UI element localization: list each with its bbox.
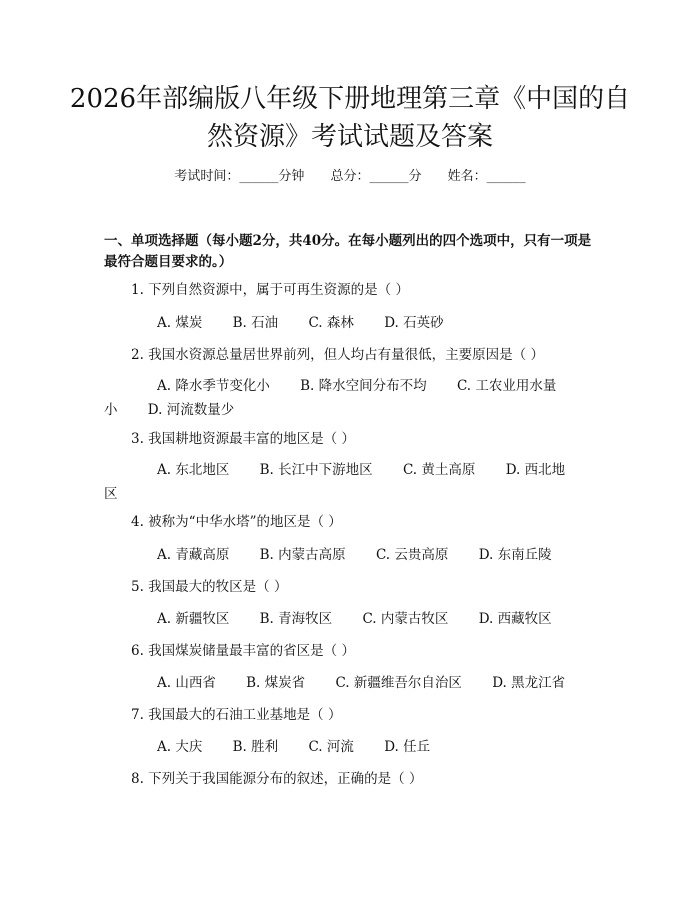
question-1: 1. 下列自然资源中，属于可再生资源的是（ ） bbox=[131, 282, 409, 298]
option-b: B. 长江中下游地区 bbox=[259, 462, 373, 478]
question-6-options bbox=[157, 673, 591, 693]
question-8: 8. 下列关于我国能源分布的叙述，正确的是（ ） bbox=[131, 771, 423, 787]
question-5: 5. 我国最大的牧区是（ ） bbox=[131, 579, 288, 595]
option-c: C. 云贵高原 bbox=[375, 547, 449, 563]
question-3: 3. 我国耕地资源最丰富的地区是（ ） bbox=[131, 431, 355, 447]
question-7-options bbox=[157, 737, 456, 757]
question-1-options bbox=[157, 313, 470, 333]
option-d: D. 黑龙江省 bbox=[492, 675, 566, 691]
option-a: A. 东北地区 bbox=[157, 462, 230, 478]
question-4: 4. 被称为“中华水塔”的地区是（ ） bbox=[131, 514, 342, 530]
option-d: D. 河流数量少 bbox=[147, 402, 235, 418]
option-c: C. 工农业用水量小 bbox=[104, 378, 557, 418]
option-a: A. 煤炭 bbox=[157, 315, 203, 331]
question-2-options bbox=[104, 374, 590, 422]
option-b: B. 煤炭省 bbox=[246, 675, 306, 691]
option-d: D. 西藏牧区 bbox=[478, 611, 552, 627]
option-c: C. 内蒙古牧区 bbox=[362, 611, 449, 627]
option-d: D. 任丘 bbox=[384, 739, 431, 755]
option-d: D. 石英砂 bbox=[384, 315, 444, 331]
option-b: B. 降水空间分布不均 bbox=[300, 378, 427, 394]
option-c: C. 新疆维吾尔自治区 bbox=[335, 675, 462, 691]
option-d: D. 西北地区 bbox=[104, 462, 566, 502]
student-name: 姓名：______ bbox=[447, 169, 526, 184]
exam-meta bbox=[60, 168, 640, 186]
option-a: A. 新疆牧区 bbox=[157, 611, 230, 627]
option-a: A. 大庆 bbox=[157, 739, 203, 755]
option-c: C. 河流 bbox=[308, 739, 354, 755]
option-a: A. 降水季节变化小 bbox=[157, 378, 270, 394]
exam-time: 考试时间：______分钟 bbox=[174, 169, 305, 184]
option-a: A. 青藏高原 bbox=[157, 547, 230, 563]
option-b: B. 青海牧区 bbox=[259, 611, 333, 627]
question-4-options bbox=[157, 545, 578, 565]
question-3-options bbox=[104, 458, 590, 506]
option-b: B. 石油 bbox=[232, 315, 279, 331]
option-c: C. 黄土高原 bbox=[402, 462, 476, 478]
page-title: 2026年部编版八年级下册地理第三章《中国的自然资源》考试试题及答案 bbox=[69, 84, 631, 152]
question-2: 2. 我国水资源总量居世界前列，但人均占有量很低，主要原因是（ ） bbox=[131, 347, 544, 363]
question-7: 7. 我国最大的石油工业基地是（ ） bbox=[131, 707, 342, 723]
total-score: 总分：______分 bbox=[330, 169, 422, 184]
option-b: B. 胜利 bbox=[232, 739, 279, 755]
option-a: A. 山西省 bbox=[157, 675, 216, 691]
section-heading: 一、单项选择题（每小题2分，共40分。在每小题列出的四个选项中，只有一项是最符合题目要求的。） bbox=[104, 233, 592, 270]
question-6: 6. 我国煤炭储量最丰富的省区是（ ） bbox=[131, 643, 355, 659]
option-b: B. 内蒙古高原 bbox=[259, 547, 346, 563]
option-c: C. 森林 bbox=[308, 315, 354, 331]
question-5-options bbox=[157, 609, 578, 629]
option-d: D. 东南丘陵 bbox=[478, 547, 552, 563]
